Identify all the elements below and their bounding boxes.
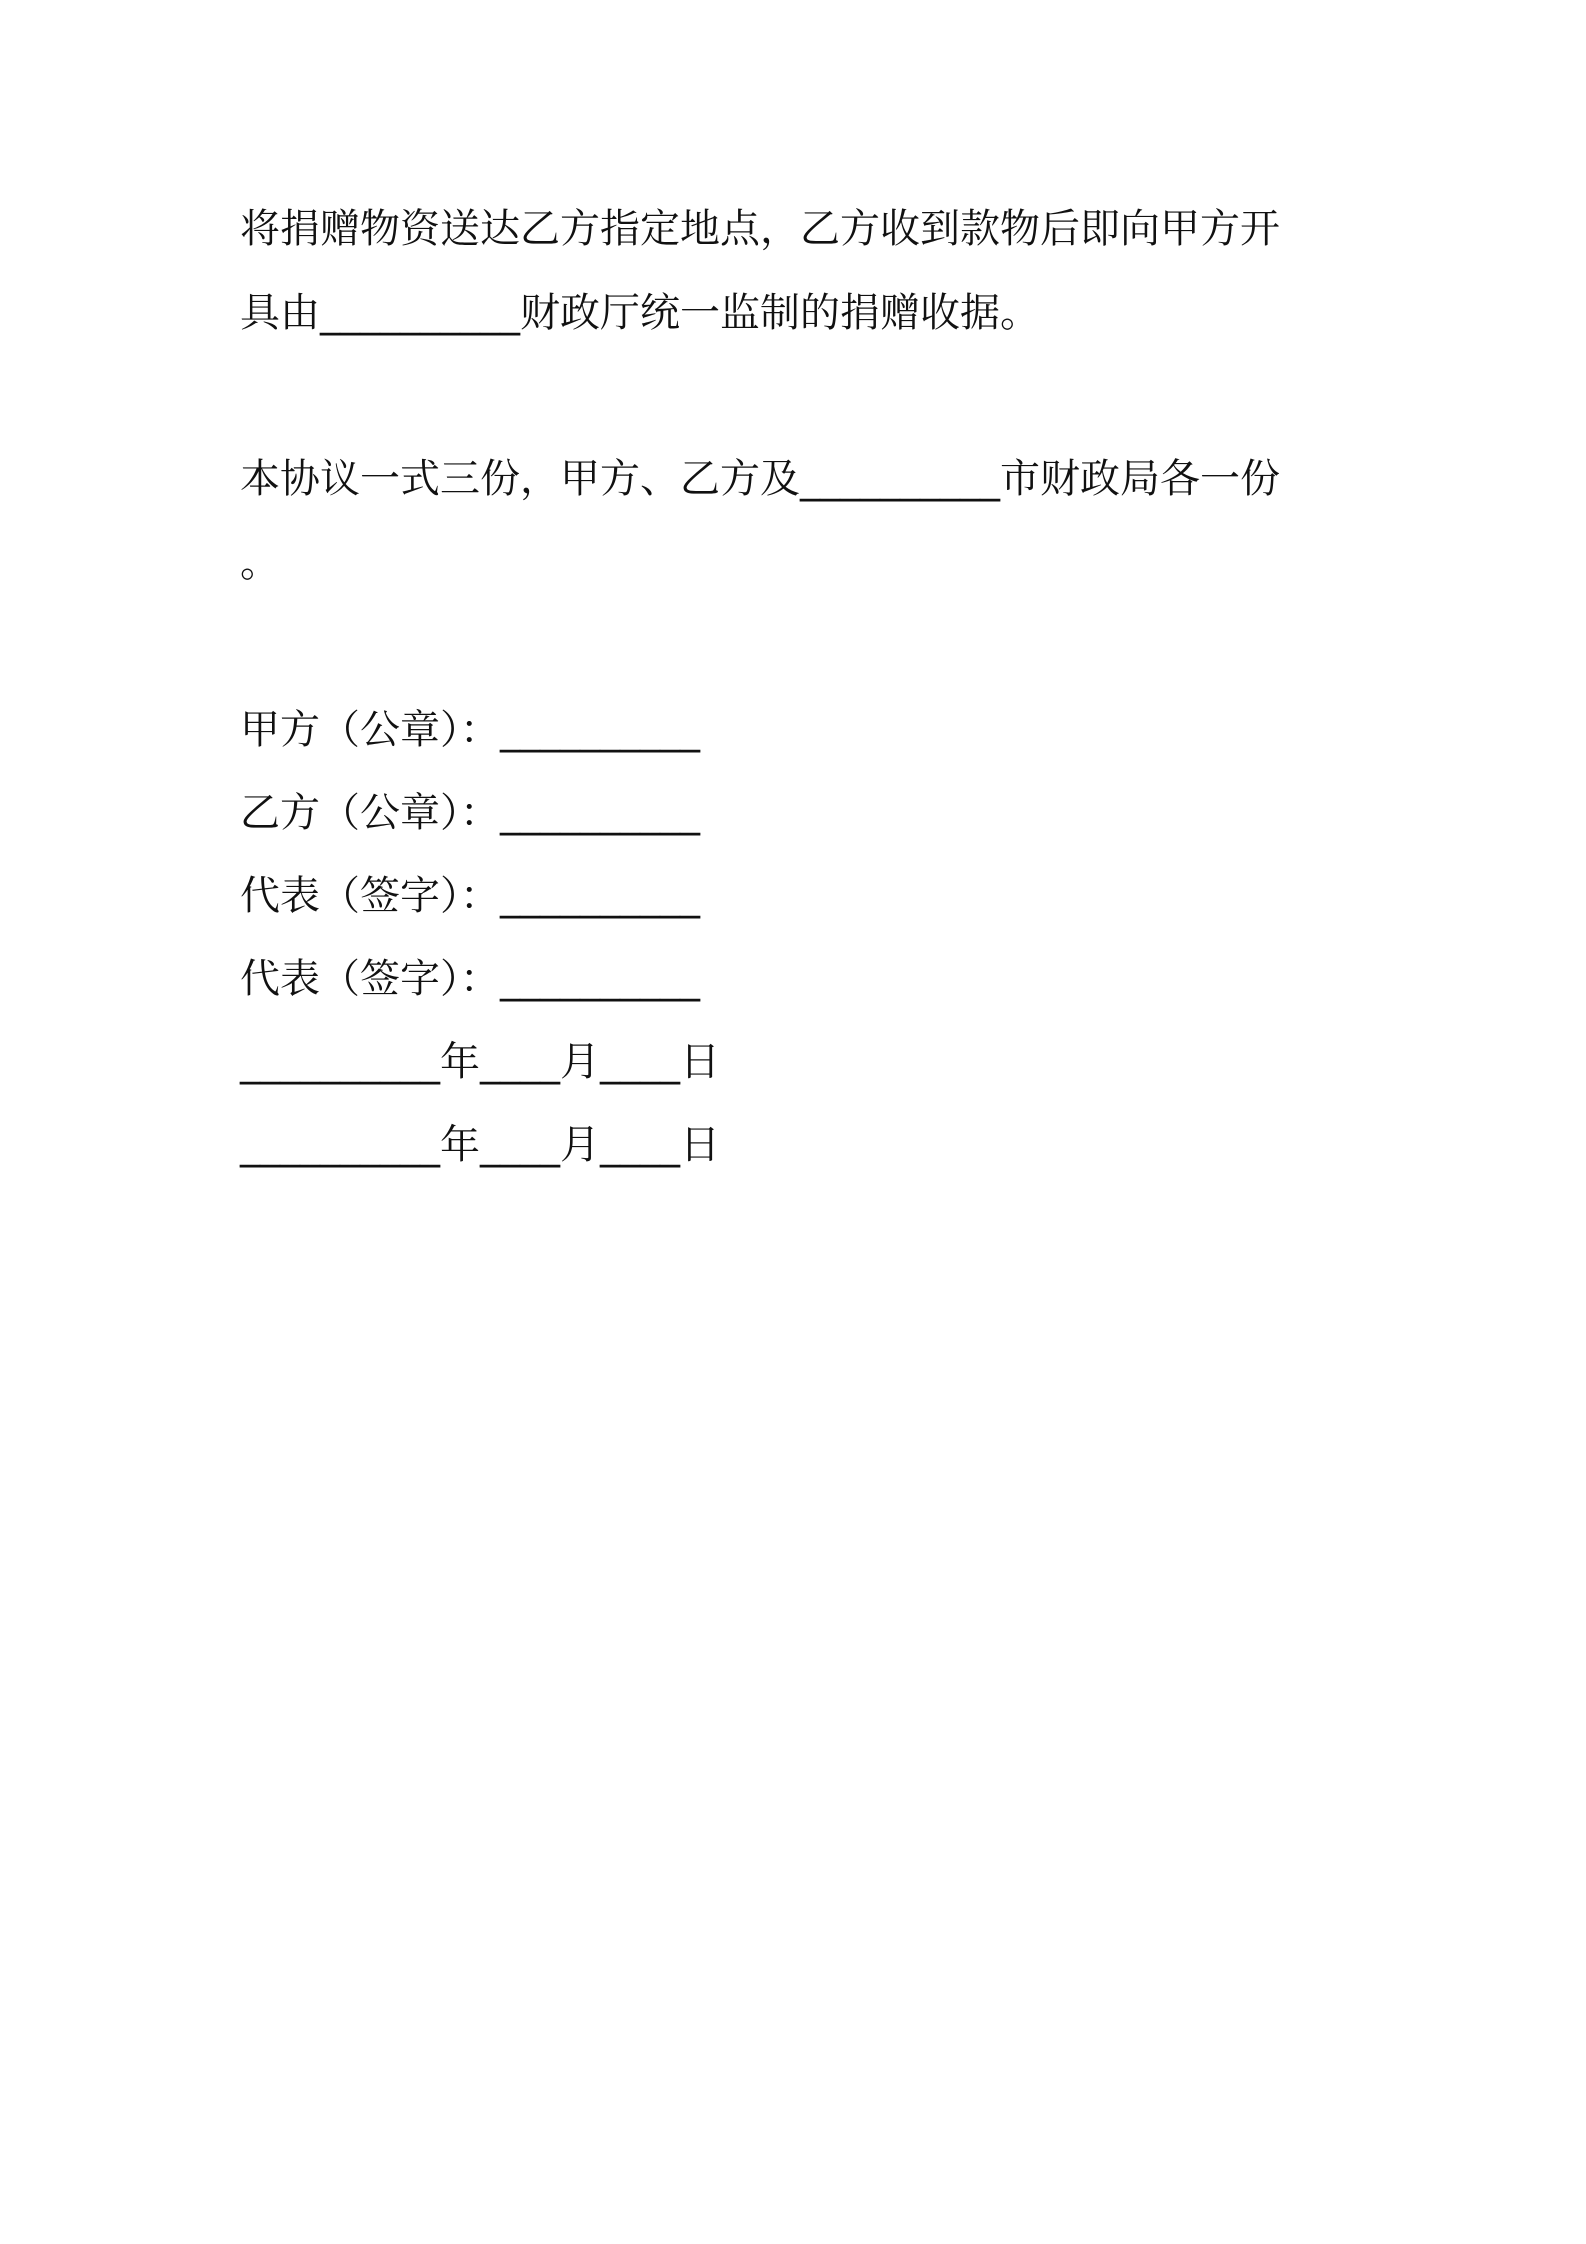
date-line-1: __________年____月____日 xyxy=(240,1039,720,1085)
signature-representative-2: 代表（签字）：__________ xyxy=(240,956,700,1002)
signature-party-b-seal: 乙方（公章）：__________ xyxy=(240,790,700,836)
signature-representative-1: 代表（签字）：__________ xyxy=(240,873,700,919)
paragraph-2-line-1: 本协议一式三份，甲方、乙方及__________市财政局各一份 xyxy=(240,456,1280,502)
date-line-2: __________年____月____日 xyxy=(240,1122,720,1168)
signature-party-a-seal: 甲方（公章）：__________ xyxy=(240,707,700,753)
paragraph-1-line-2: 具由__________财政厅统一监制的捐赠收据。 xyxy=(240,290,1040,336)
paragraph-2-line-2: 。 xyxy=(240,540,280,586)
paragraph-1-line-1: 将捐赠物资送达乙方指定地点，乙方收到款物后即向甲方开 xyxy=(240,206,1280,252)
